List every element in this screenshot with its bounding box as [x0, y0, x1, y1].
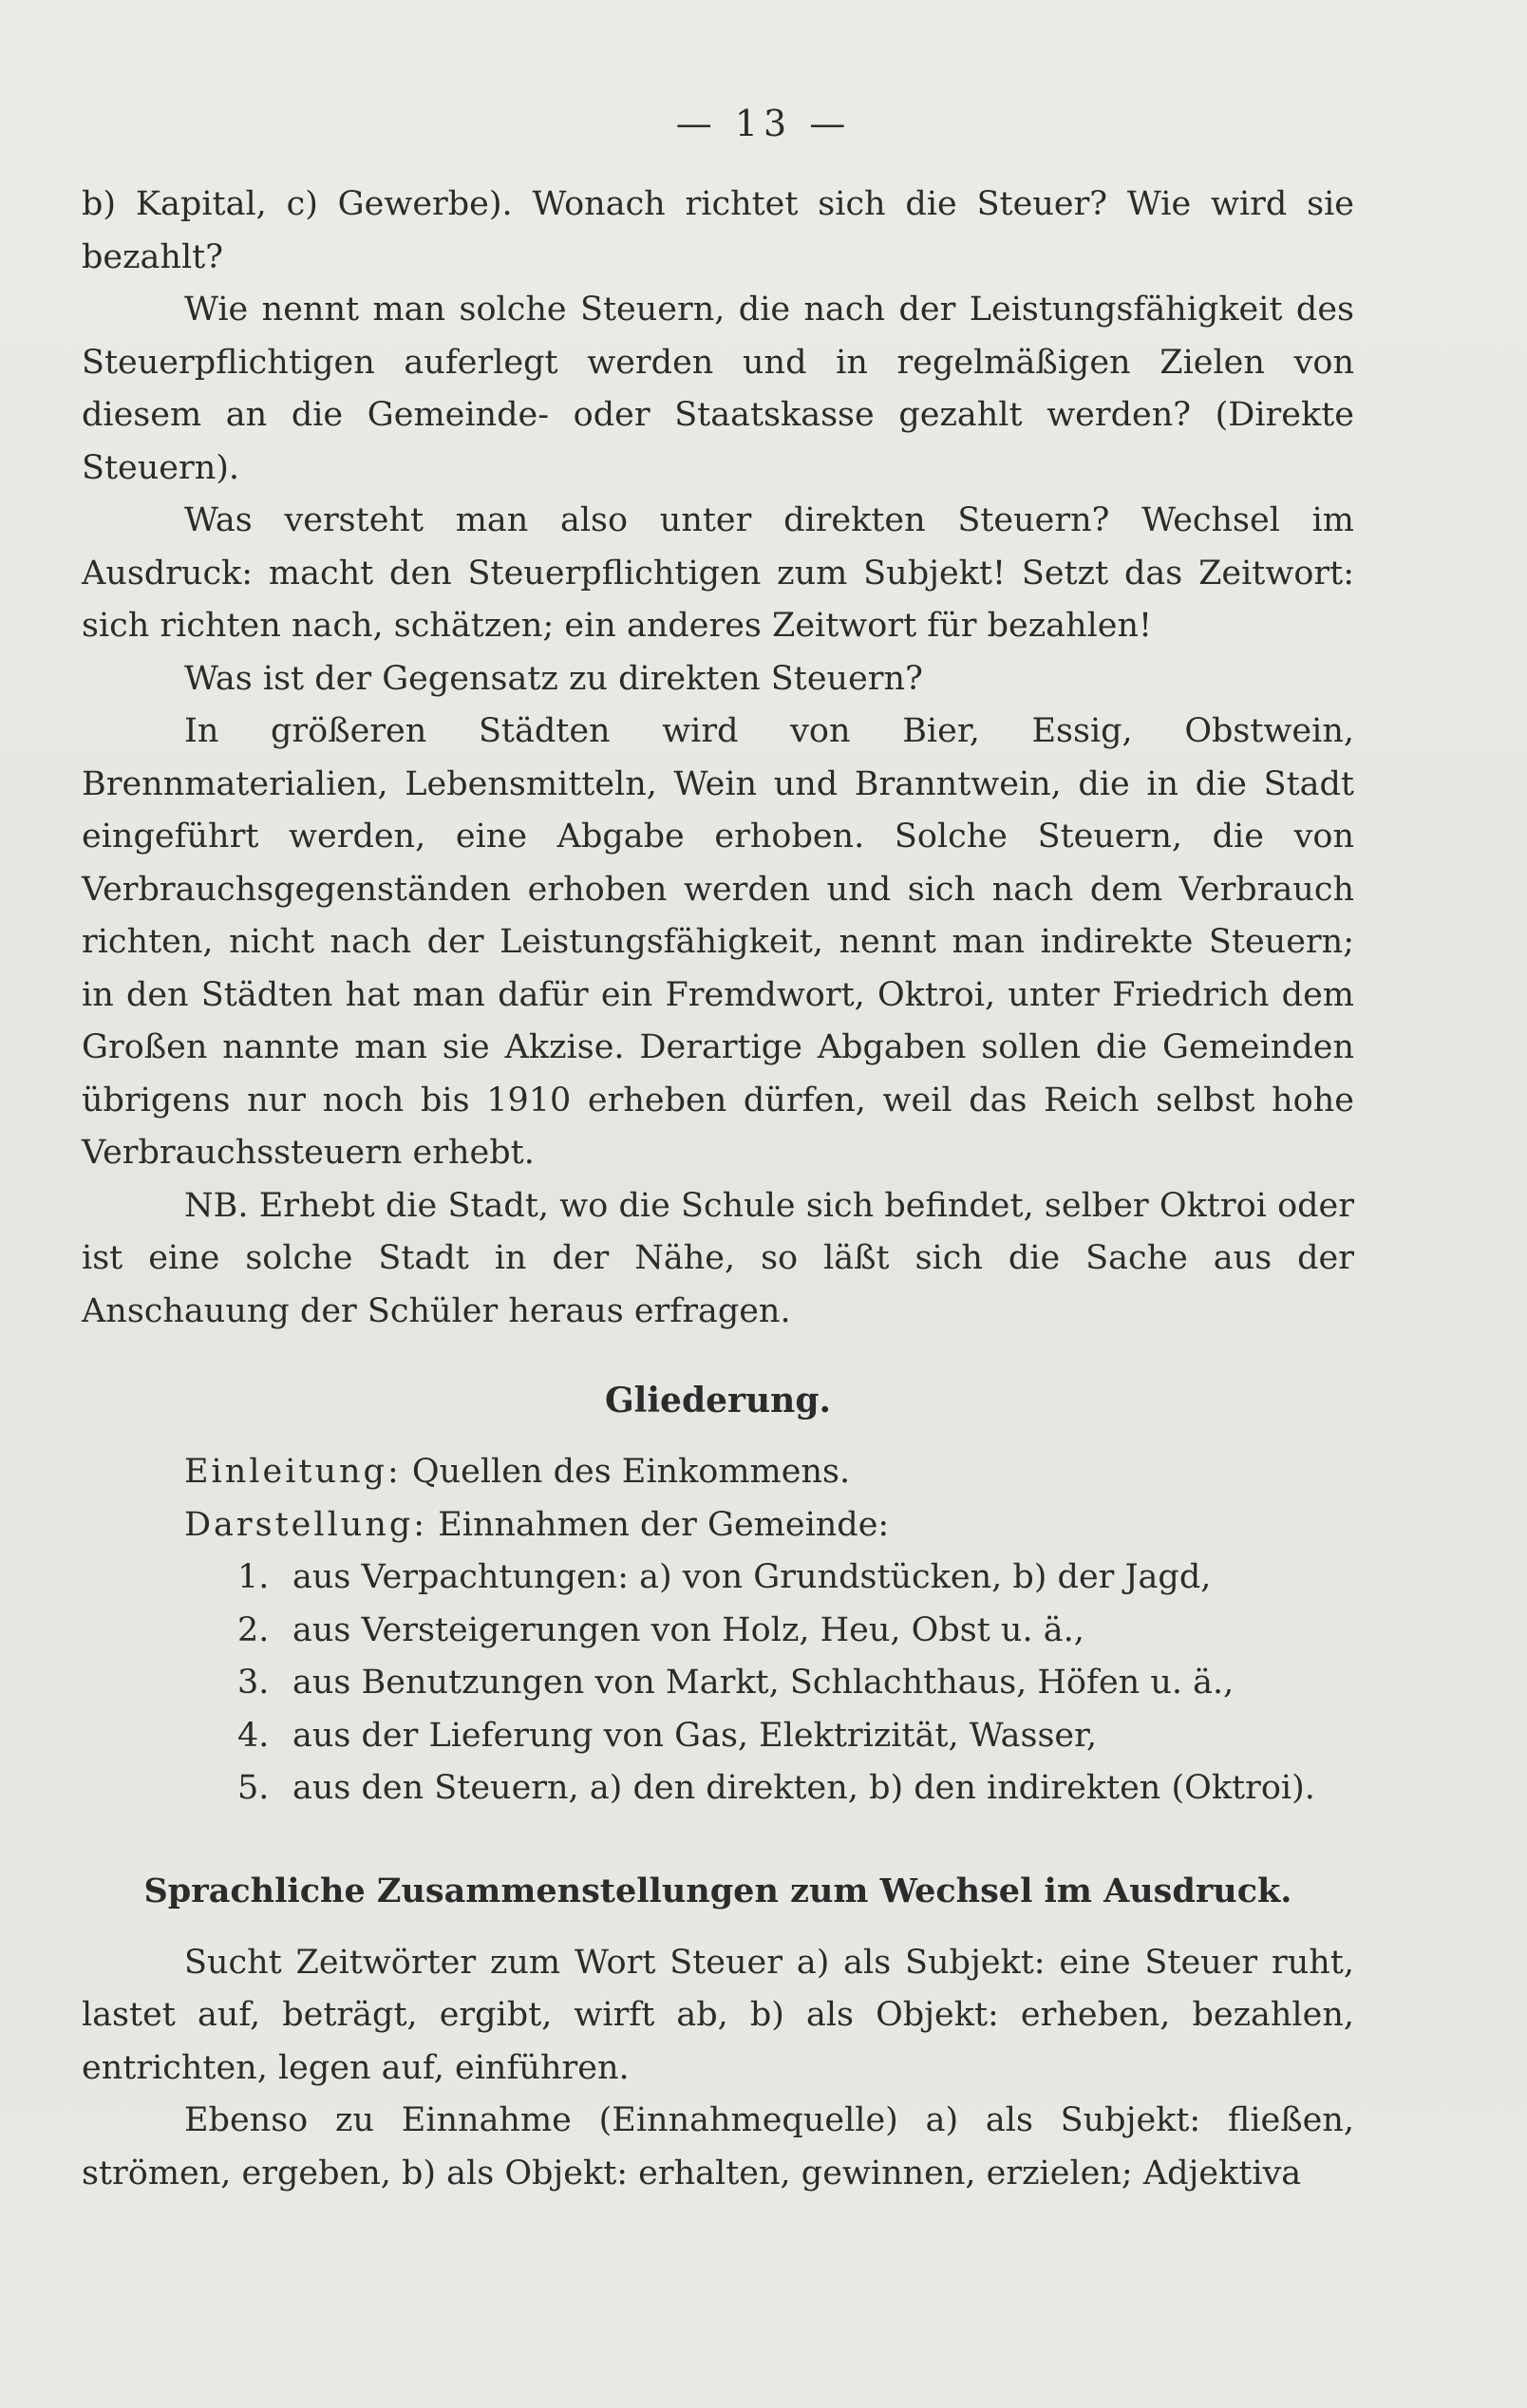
list-item [82, 1657, 1354, 1710]
list-item-text: aus Versteigerungen von Holz, Heu, Obst u. ä., [292, 1610, 1084, 1649]
paragraph-expression-change: Was versteht man also unter direkten Steuern? Wechsel im Ausdruck: macht den Steuerpflichtigen zum Subjekt! Setzt das Zeitwort: sich richten nach, schätzen; ein anderes Zeitwort für bezahlen! [82, 501, 1354, 645]
outline-introduction-label: Einleitung: [184, 1453, 402, 1491]
paragraph-nota-bene: NB. Erhebt die Stadt, wo die Schule sich befindet, selber Oktroi oder ist eine solche Stadt in der Nähe, so läßt sich die Sache aus der Anschauung der Schüler heraus erfragen. [82, 1186, 1354, 1330]
list-item-number: 1. [237, 1558, 270, 1596]
list-item-text: aus Verpachtungen: a) von Grundstücken, b) der Jagd, [292, 1558, 1212, 1596]
section-heading-gliederung: Gliederung. [604, 1381, 832, 1420]
outline-introduction-text: Quellen des Einkommens. [411, 1453, 851, 1491]
outline-presentation-label: Darstellung: [184, 1505, 428, 1544]
outline-list [82, 1552, 1354, 1815]
list-item-number: 5. [237, 1769, 270, 1807]
section-heading-sprachliche: Sprachliche Zusammenstellungen zum Wechsel im Ausdruck. [143, 1871, 1292, 1910]
paragraph-indirect-taxes: In größeren Städten wird von Bier, Essig, Obstwein, Brennmaterialien, Lebensmitteln, Wein und Branntwein, die in die Stadt eingeführt werden, eine Abgabe erhoben. Solche Steuern, die von Verbrauchsgegenständen erhoben werden und sich nach dem Verbrauch richten, nicht nach der Leistungsfähigkeit, nennt man indirekte Steuern; in den Städten hat man dafür ein Fremdwort, Oktroi, unter Friedrich dem Großen nannte man sie Akzise. Derartige Abgaben sollen die Gemeinden übrigens nur noch bis 1910 erheben dürfen, weil das Reich selbst hohe Verbrauchssteuern erhebt. [82, 712, 1354, 1172]
list-item [82, 1762, 1354, 1815]
list-item-text: aus der Lieferung von Gas, Elektrizität, Wasser, [292, 1716, 1098, 1755]
outline-presentation [82, 1499, 1354, 1552]
paragraph-continuation: b) Kapital, c) Gewerbe). Wonach richtet sich die Steuer? Wie wird sie bezahlt? [82, 185, 1354, 276]
list-item [82, 1710, 1354, 1763]
list-item-text: aus Benutzungen von Markt, Schlachthaus, Höfen u. ä., [292, 1664, 1235, 1702]
outline-introduction [82, 1446, 1354, 1499]
list-item [82, 1552, 1354, 1605]
list-item-number: 2. [237, 1610, 270, 1649]
list-item-number: 4. [237, 1716, 270, 1755]
page-number: — 13 — [675, 103, 852, 144]
page-body [82, 179, 1354, 2200]
paragraph-opposite-question: Was ist der Gegensatz zu direkten Steuern? [184, 659, 923, 698]
paragraph-verbs-einnahme: Ebenso zu Einnahme (Einnahmequelle) a) als Subjekt: fließen, strömen, ergeben, b) als Objekt: erhalten, gewinnen, erzielen; Adjektiva [82, 2101, 1354, 2192]
paragraph-verbs-steuer: Sucht Zeitwörter zum Wort Steuer a) als Subjekt: eine Steuer ruht, lastet auf, beträgt, ergibt, wirft ab, b) als Objekt: erheben, bezahlen, entrichten, legen auf, einführen. [82, 1943, 1354, 2087]
list-item-text: aus den Steuern, a) den direkten, b) den indirekten (Oktroi). [292, 1769, 1315, 1807]
paragraph-direct-taxes-question: Wie nennt man solche Steuern, die nach der Leistungsfähigkeit des Steuerpflichtigen auferlegt werden und in regelmäßigen Zielen von diesem an die Gemeinde- oder Staatskasse gezahlt werden? (Direkte Steuern). [82, 291, 1354, 487]
list-item [82, 1605, 1354, 1658]
list-item-number: 3. [237, 1664, 270, 1702]
outline-presentation-text: Einnahmen der Gemeinde: [438, 1505, 890, 1544]
